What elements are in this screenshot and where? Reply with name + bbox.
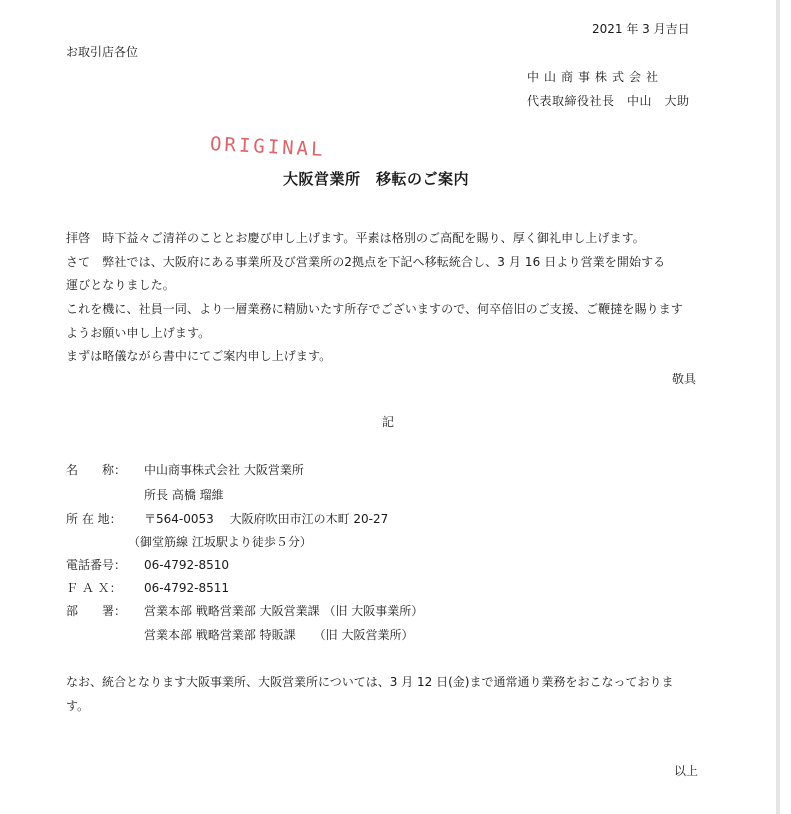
detail-dept-row-2: [66, 626, 413, 643]
document-title: 大阪営業所 移転のご案内: [283, 170, 470, 188]
body-line: これを機に、社員一同、より一層業務に精励いたす所存でございますので、何卒倍旧のご支援、ご鞭撻を賜ります: [66, 302, 683, 316]
detail-access-row: [66, 533, 312, 550]
address-label: 所 在 地：: [66, 512, 122, 526]
page-edge: [776, 0, 780, 814]
representative: 代表取締役社長 中山 大助: [527, 94, 690, 108]
ki-heading: 記: [382, 415, 395, 429]
dept-label: 部 署：: [66, 604, 127, 618]
body-line: ようお願い申し上げます。: [66, 326, 211, 340]
body-line: 運びとなりました。: [66, 278, 175, 292]
company-name: 中山商事株式会社: [527, 70, 664, 84]
body-line: まずは略儀ながら書中にてご案内申し上げます。: [66, 349, 332, 363]
fax-label: Ｆ Ａ Ｘ：: [66, 581, 122, 595]
detail-name-row: [66, 461, 304, 478]
document-date: 2021 年 3 月吉日: [592, 22, 690, 36]
dept-value-2: 営業本部 戦略営業部 特販課 （旧 大阪営業所）: [144, 628, 414, 642]
detail-fax-row: [66, 579, 229, 596]
manager-value: 所長 高橋 瑠維: [144, 488, 224, 502]
tel-value: 06-4792-8510: [144, 558, 230, 572]
closing-line: す。: [66, 699, 90, 713]
dept-value-1: 営業本部 戦略営業部 大阪営業課 （旧 大阪事業所）: [144, 604, 424, 618]
ijo: 以上: [674, 764, 699, 778]
access-value: （御堂筋線 江坂駅より徒歩５分）: [128, 535, 312, 549]
addressee: お取引店各位: [66, 45, 139, 59]
keigu: 敬具: [672, 372, 697, 386]
fax-value: 06-4792-8511: [144, 581, 230, 595]
body-line: 拝啓 時下益々ご清祥のこととお慶び申し上げます。平素は格別のご高配を賜り、厚く御礼申し上げます。: [66, 231, 645, 245]
detail-manager-row: [66, 486, 224, 503]
name-label: 名 称：: [66, 463, 127, 477]
detail-dept-row: [66, 602, 423, 619]
detail-tel-row: [66, 556, 229, 573]
body-line: さて 弊社では、大阪府にある事業所及び営業所の2拠点を下記へ移転統合し、3 月 16 日より営業を開始する: [66, 255, 666, 269]
tel-label: 電話番号：: [66, 558, 127, 572]
address-value: 〒564-0053 大阪府吹田市江の木町 20-27: [144, 512, 389, 526]
detail-address-row: [66, 510, 388, 527]
name-value: 中山商事株式会社 大阪営業所: [144, 463, 304, 477]
closing-line: なお、統合となります大阪事業所、大阪営業所については、3 月 12 日(金)まで通常通り業務をおこなっておりま: [66, 675, 674, 689]
original-stamp: ORIGINAL: [209, 132, 327, 162]
